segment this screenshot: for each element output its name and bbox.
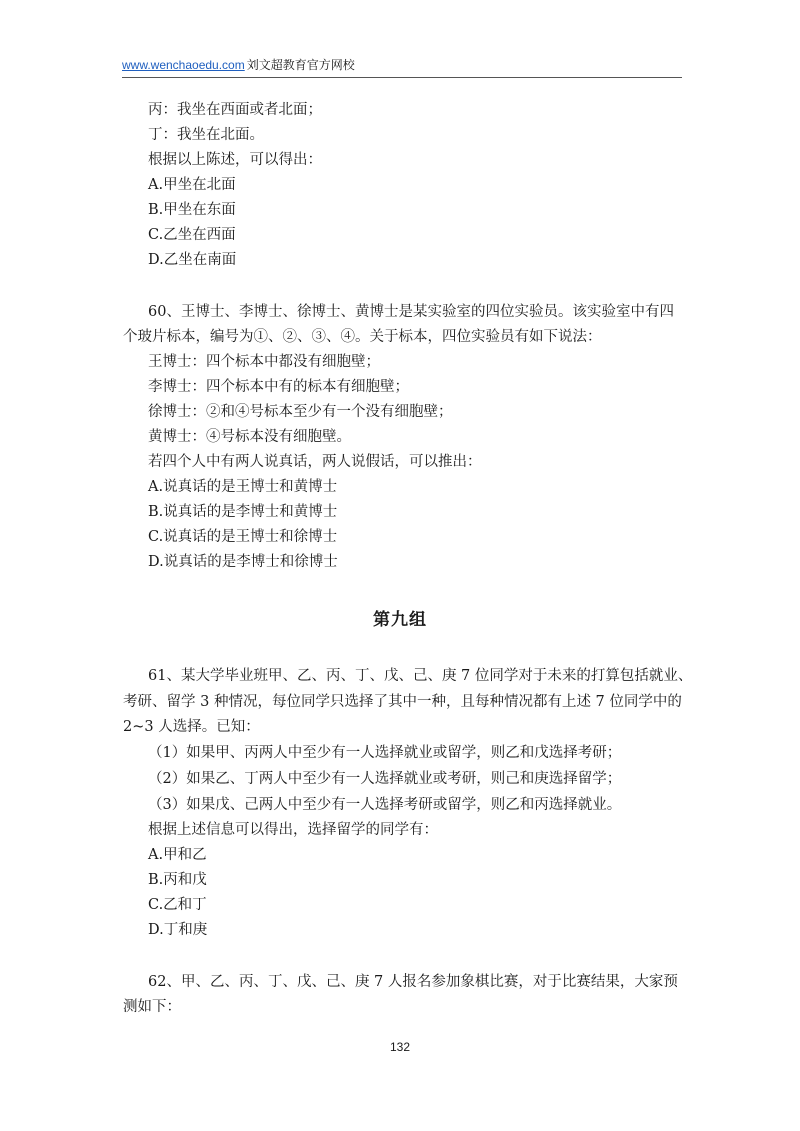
q59-option-a: A.甲坐在北面 (148, 177, 236, 193)
q61-stem-line3: 2~3 人选择。已知： (123, 719, 260, 735)
q59-statement: 丁：我坐在北面。 (148, 127, 264, 143)
q60-statement: 黄博士：④号标本没有细胞壁。 (148, 429, 351, 445)
q61-condition: （1）如果甲、丙两人中至少有一人选择就业或留学，则乙和戊选择考研； (148, 745, 622, 761)
q62-stem-line1: 62、甲、乙、丙、丁、戊、己、庚 7 人报名参加象棋比赛，对于比赛结果，大家预 (148, 974, 678, 990)
header-url-link[interactable]: www.wenchaoedu.com (122, 58, 245, 72)
q59-option-d: D.乙坐在南面 (148, 252, 237, 268)
q60-statement: 王博士：四个标本中都没有细胞壁； (148, 354, 380, 370)
q61-stem-line2: 考研、留学 3 种情况，每位同学只选择了其中一种，且每种情况都有上述 7 位同学中的 (123, 694, 682, 710)
q60-prompt: 若四个人中有两人说真话，两人说假话，可以推出： (148, 454, 482, 470)
q61-option-b: B.丙和戊 (148, 872, 207, 888)
q61-condition: （3）如果戊、己两人中至少有一人选择考研或留学，则乙和丙选择就业。 (148, 797, 622, 813)
q60-statement: 徐博士：②和④号标本至少有一个没有细胞壁； (148, 404, 453, 420)
q62-stem-line2: 测如下： (123, 999, 181, 1015)
q61-option-a: A.甲和乙 (148, 847, 207, 863)
q59-statement: 丙：我坐在西面或者北面； (148, 102, 322, 118)
q60-option-c: C.说真话的是王博士和徐博士 (148, 529, 338, 545)
q59-option-c: C.乙坐在西面 (148, 227, 236, 243)
q61-stem-line1: 61、某大学毕业班甲、乙、丙、丁、戊、己、庚 7 位同学对于未来的打算包括就业、 (148, 668, 693, 684)
page-number: 132 (389, 1040, 411, 1054)
q61-condition: （2）如果乙、丁两人中至少有一人选择就业或考研，则己和庚选择留学； (148, 771, 622, 787)
q60-option-b: B.说真话的是李博士和黄博士 (148, 504, 338, 520)
q60-option-d: D.说真话的是李博士和徐博士 (148, 554, 338, 570)
q60-statement: 李博士：四个标本中有的标本有细胞壁； (148, 379, 409, 395)
q60-option-a: A.说真话的是王博士和黄博士 (148, 479, 338, 495)
q59-prompt: 根据以上陈述，可以得出： (148, 152, 322, 168)
q61-option-d: D.丁和庚 (148, 922, 208, 938)
page-header (122, 55, 682, 78)
section-title: 第九组 (373, 610, 427, 630)
q61-option-c: C.乙和丁 (148, 897, 207, 913)
q61-prompt: 根据上述信息可以得出，选择留学的同学有： (148, 822, 438, 838)
q60-stem-line2: 个玻片标本，编号为①、②、③、④。关于标本，四位实验员有如下说法： (123, 329, 602, 345)
q60-stem-line1: 60、王博士、李博士、徐博士、黄博士是某实验室的四位实验员。该实验室中有四 (148, 304, 674, 320)
header-site-name: 刘文超教育官方网校 (246, 58, 355, 72)
q59-option-b: B.甲坐在东面 (148, 202, 236, 218)
